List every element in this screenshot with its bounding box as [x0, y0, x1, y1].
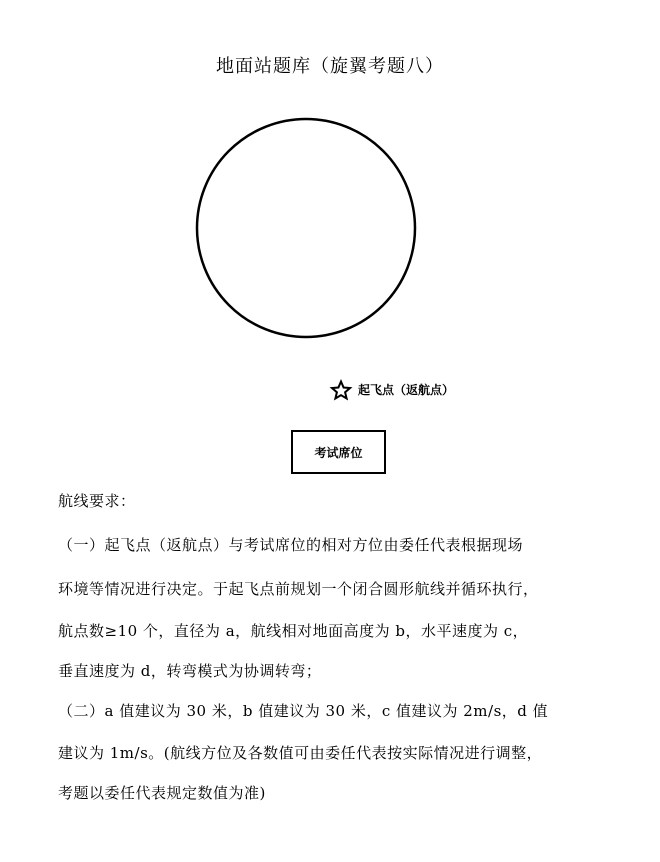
circular-route	[197, 119, 415, 337]
requirement-line: （一）起飞点（返航点）与考试席位的相对方位由委任代表根据现场	[58, 536, 524, 554]
page-title: 地面站题库（旋翼考题八）	[216, 56, 444, 77]
takeoff-point-label: 起飞点（返航点）	[358, 383, 455, 397]
requirements-heading: 航线要求：	[58, 492, 136, 510]
exam-seat-box	[291, 430, 386, 474]
requirement-line: 环境等情况进行决定。于起飞点前规划一个闭合圆形航线并循环执行，	[58, 580, 539, 598]
requirement-line: 建议为 1m/s。(航线方位及各数值可由委任代表按实际情况进行调整，	[58, 744, 543, 762]
requirement-line: （二）a 值建议为 30 米，b 值建议为 30 米，c 值建议为 2m/s，d 值	[58, 702, 549, 720]
exam-seat-label: 考试席位	[314, 445, 363, 460]
star-outline-icon	[332, 382, 350, 399]
requirement-line: 航点数≥10 个，直径为 a，航线相对地面高度为 b，水平速度为 c，	[58, 622, 529, 640]
requirement-line: 垂直速度为 d，转弯模式为协调转弯；	[58, 662, 322, 680]
requirement-line: 考题以委任代表规定数值为准)	[58, 784, 266, 802]
